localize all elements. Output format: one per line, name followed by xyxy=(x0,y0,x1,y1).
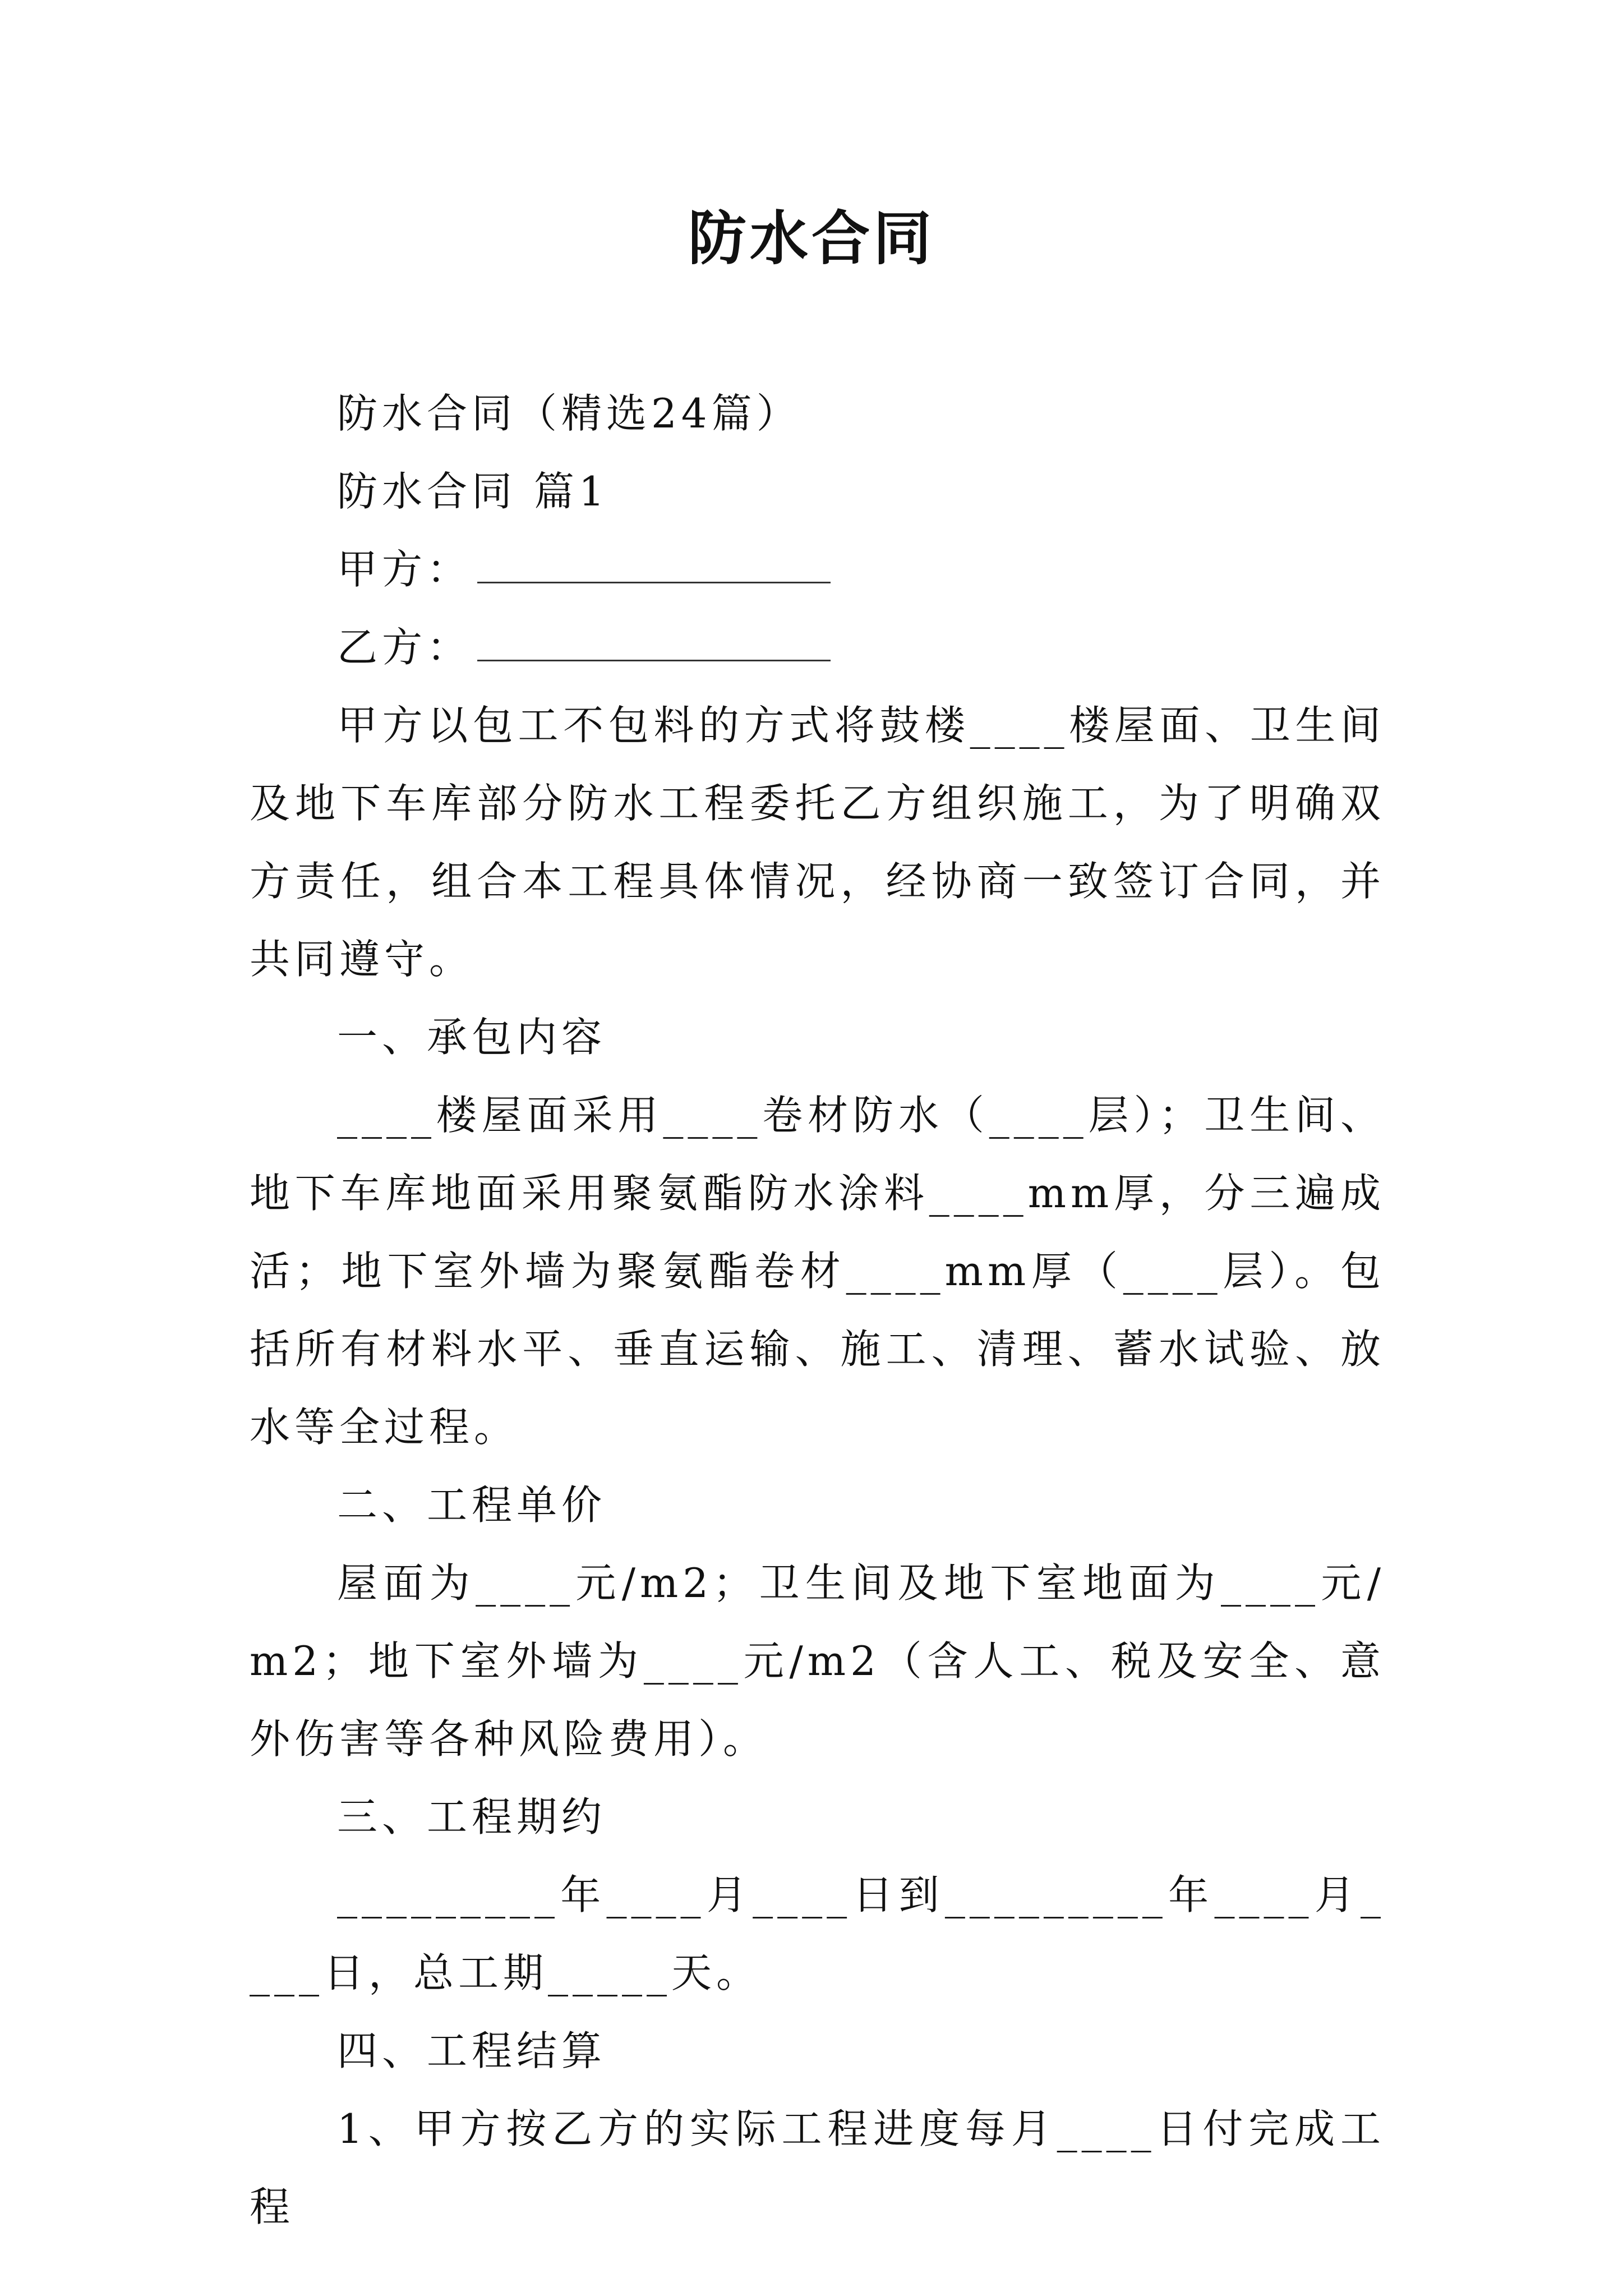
intro-paragraph: 甲方以包工不包料的方式将鼓楼____楼屋面、卫生间及地下车库部分防水工程委托乙方组织施工，为了明确双方责任，组合本工程具体情况，经协商一致签订合同，并共同遵守。 xyxy=(250,702,1385,983)
section-heading-3: 三、工程期约 xyxy=(337,1793,607,1841)
schedule-paragraph: _________年____月____日到_________年____月____日，总工期_____天。 xyxy=(250,1871,1386,1996)
settlement-paragraph: 1、甲方按乙方的实际工程进度每月____日付完成工程 xyxy=(250,2105,1385,2230)
party-a-blank xyxy=(477,548,831,583)
document-body xyxy=(250,375,1385,2246)
contract-scope-paragraph: ____楼屋面采用____卷材防水（____层）；卫生间、地下车库地面采用聚氨酯防水涂料____mm厚，分三遍成活；地下室外墙为聚氨酯卷材____mm厚（____层）。包括所有材料水平、垂直运输、施工、清理、蓄水试验、放水等全过程。 xyxy=(250,1092,1385,1451)
party-b-line xyxy=(250,609,1385,687)
document-title: 防水合同 xyxy=(688,204,935,273)
section-heading-2: 二、工程单价 xyxy=(337,1481,607,1529)
party-b-blank xyxy=(477,626,831,661)
section-heading-1: 一、承包内容 xyxy=(337,1014,607,1061)
collection-heading: 防水合同（精选24篇） xyxy=(337,390,801,437)
party-b-label: 乙方： xyxy=(337,624,472,671)
party-a-line xyxy=(250,531,1385,609)
section-heading: 防水合同 篇1 xyxy=(337,468,609,515)
party-a-label: 甲方： xyxy=(337,546,472,593)
section-heading-4: 四、工程结算 xyxy=(337,2027,607,2074)
unit-price-paragraph: 屋面为____元/m2；卫生间及地下室地面为____元/m2；地下室外墙为____元/m2（含人工、税及安全、意外伤害等各种风险费用）。 xyxy=(250,1559,1385,1763)
